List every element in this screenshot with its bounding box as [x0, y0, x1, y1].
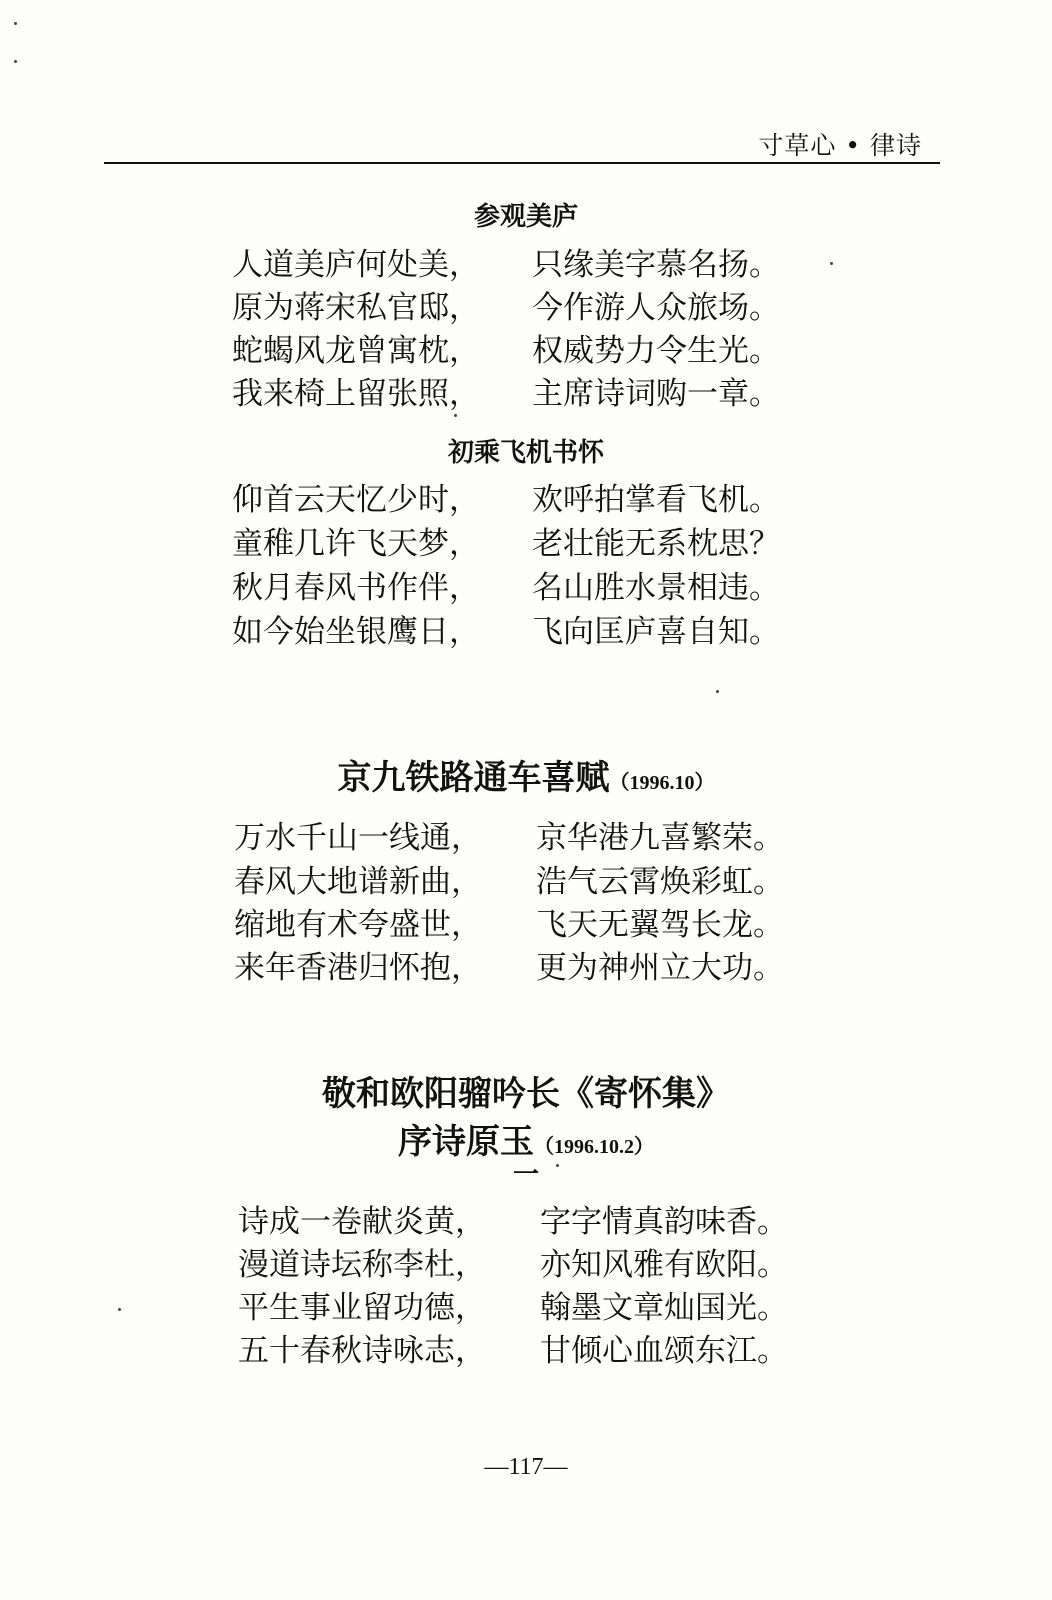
poem-line	[0, 562, 1052, 606]
scan-speck	[14, 22, 17, 25]
verse-left: 蛇蝎风龙曾寓枕，	[232, 333, 480, 369]
poem-line	[0, 942, 1052, 986]
verse-right: 浩气云霄焕彩虹。	[536, 864, 784, 900]
verse-right: 权威势力令生光。	[532, 333, 780, 369]
verse-left: 童稚几许飞天梦，	[232, 526, 480, 562]
poem-line	[0, 899, 1052, 943]
verse-right: 只缘美字慕名扬。	[532, 247, 780, 283]
scan-speck	[716, 690, 719, 693]
verse-left: 原为蒋宋私官邸，	[232, 290, 480, 326]
verse-left: 来年香港归怀抱，	[234, 950, 482, 986]
verse-left: 五十春秋诗咏志，	[238, 1333, 486, 1369]
poem-line	[0, 1196, 1052, 1240]
poem-title: 参观美庐	[473, 202, 578, 232]
poem-line	[0, 1325, 1052, 1369]
scan-speck	[14, 60, 17, 63]
verse-right: 今作游人众旅场。	[532, 290, 780, 326]
section-number: 一	[512, 1160, 539, 1190]
verse-right: 京华港九喜繁荣。	[536, 820, 784, 856]
poem-title: 敬和欧阳骝吟长《寄怀集》	[322, 1074, 730, 1114]
poem-title: 京九铁路通车喜赋（1996.10）	[337, 758, 715, 798]
poem-title: 初乘飞机书怀	[447, 438, 604, 468]
verse-right: 飞向匡庐喜自知。	[532, 614, 780, 650]
scan-speck	[118, 1308, 121, 1311]
verse-left: 春风大地谱新曲，	[234, 864, 482, 900]
verse-left: 如今始坐银鹰日，	[232, 614, 480, 650]
verse-right: 名山胜水景相违。	[532, 570, 780, 606]
verse-right: 老壮能无系枕思？	[532, 526, 780, 562]
verse-right: 甘倾心血颂东江。	[540, 1333, 788, 1369]
scan-speck	[454, 414, 457, 417]
poem-line	[0, 812, 1052, 856]
poem-line	[0, 368, 1052, 412]
poem-line	[0, 282, 1052, 326]
verse-right: 字字情真韵味香。	[540, 1204, 788, 1240]
poem-line	[0, 518, 1052, 562]
page-header	[104, 124, 940, 164]
verse-right: 亦知风雅有欧阳。	[540, 1247, 788, 1283]
verse-right: 飞天无翼驾长龙。	[536, 907, 784, 943]
verse-left: 漫道诗坛称李杜，	[238, 1247, 486, 1283]
verse-left: 仰首云天忆少时，	[232, 482, 480, 518]
verse-right: 更为神州立大功。	[536, 950, 784, 986]
poem-line	[0, 325, 1052, 369]
poem-date: （1996.10.2）	[534, 1136, 654, 1158]
verse-right: 翰墨文章灿国光。	[540, 1290, 788, 1326]
poem-line	[0, 1239, 1052, 1283]
verse-left: 万水千山一线通，	[234, 820, 482, 856]
header-rule	[104, 162, 940, 164]
verse-left: 人道美庐何处美，	[232, 247, 480, 283]
verse-left: 平生事业留功德，	[238, 1290, 486, 1326]
poem-subtitle: 序诗原玉（1996.10.2）	[398, 1122, 654, 1162]
poem-line	[0, 1282, 1052, 1326]
verse-right: 主席诗词购一章。	[532, 376, 780, 412]
verse-left: 缩地有术夸盛世，	[234, 907, 482, 943]
verse-left: 诗成一卷献炎黄，	[238, 1204, 486, 1240]
running-title: 寸草心 • 律诗	[758, 131, 922, 160]
poem-line	[0, 856, 1052, 900]
page-number: —117—	[484, 1454, 568, 1480]
poem-line	[0, 606, 1052, 650]
scan-speck	[556, 1164, 559, 1167]
verse-right: 欢呼拍掌看飞机。	[532, 482, 780, 518]
poem-line	[0, 474, 1052, 518]
poem-line	[0, 239, 1052, 283]
scan-speck	[830, 262, 833, 265]
verse-left: 我来椅上留张照，	[232, 376, 480, 412]
poem-date: （1996.10）	[609, 772, 715, 794]
verse-left: 秋月春风书作伴，	[232, 570, 480, 606]
